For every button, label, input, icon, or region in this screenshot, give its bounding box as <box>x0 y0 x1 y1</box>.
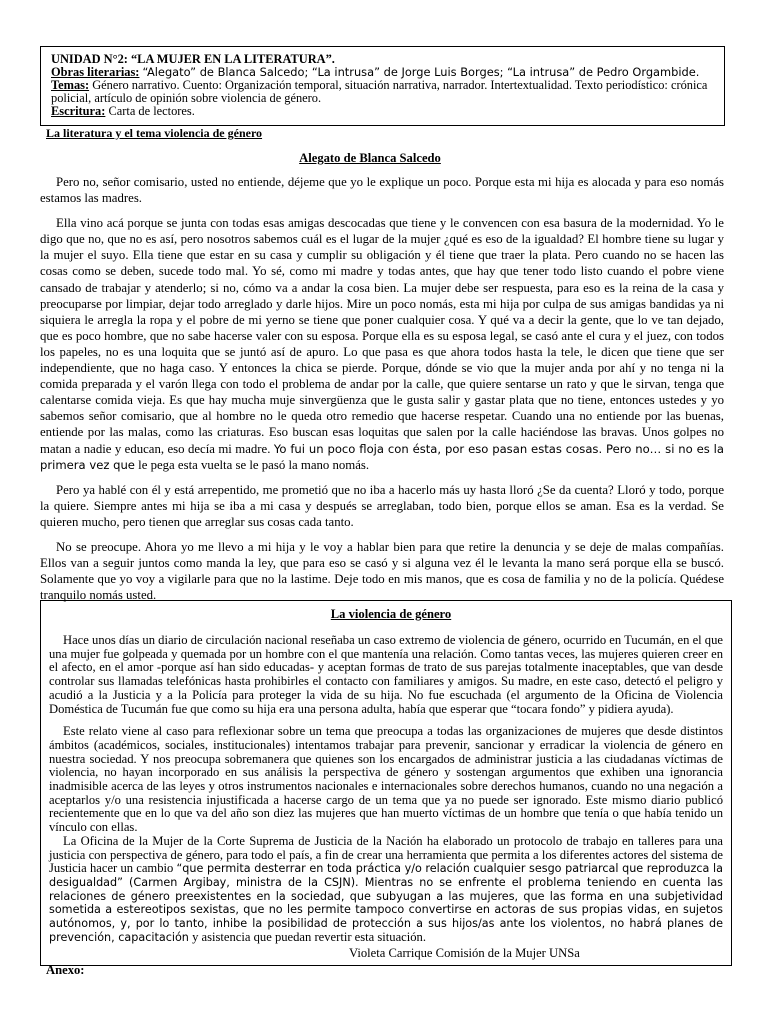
topics-text: Género narrativo. Cuento: Organización temporal, situación narrativa, narrador. Intertextualidad. Texto periodístico: crónica policial, artículo de opinión sobre violencia de género. <box>51 78 708 106</box>
article-signature: Violeta Carrique Comisión de la Mujer UNSa <box>349 946 580 961</box>
story-paragraph-4: No se preocupe. Ahora yo me llevo a mi hija y le voy a hablar bien para que retire la denuncia y se deje de malas compañías. Ellos van a seguir juntos como manda la ley, que para eso se casó y si alguna vez él le levanta la mano será porque ella se buscó. Solamente que yo voy a vigilarle para que no la lastime. Deje todo en mis manos, que es cosa de familia y no de la policía. Quédese tranquilo nomás usted. <box>40 539 724 603</box>
unit-title: UNIDAD N°2: “LA MUJER EN LA LITERATURA”. <box>51 52 335 66</box>
topics-label: Temas: <box>51 78 90 93</box>
section-title: La literatura y el tema violencia de género <box>46 126 263 140</box>
article-paragraph-1-main: Hace unos días un diario de circulación nacional reseñaba un caso extremo de violencia de género, ocurrido en Tucumán, en el que una mujer fue golpeada y quemada por un hombre con el que mantenía una relación. Como tantas veces, las mujeres quieren creer en el afecto, en el amor -porque así han sido educadas- y aceptan formas de trato de sus parejas totalmente inaceptables, que van desde controlar sus llamadas telefónicas hasta prohibirles el contacto con familiares y amigos. Su madre, en este caso, detectó el peligro y acudió a la Justicia y a la Policía para proteger la vida de su hija. No fue escuchada (el argumento de la Oficina de Violencia Doméstica de Tucumán fue que como su hija era una persona <box>49 633 723 716</box>
writing-text: Carta de lectores. <box>108 104 195 119</box>
works-label: Obras literarias: <box>51 65 140 80</box>
article-paragraph-3-sans: “que permita desterrar en toda práctica y/o relación cualquier sesgo patriarcal que reproduzca la desigualdad” (Carmen Argibay, ministra de la CSJN). Mientras no se enfrente el problema teniendo en cuenta las relaciones de género preexistentes en la sociedad, que subyugan a las mujeres, que las forma en una subjetividad sometida a estereotipos sexistas, que no les permite tampoco convertirse en actoras de sus propias vidas, en sujetos autónomos, y, por lo tanto, inhibe la posibilidad de protección a sus hijos/as ante los violentos, no habrá planes de prevención, capacitación <box>49 862 723 944</box>
article-paragraph-3-main: La Oficina de la Mujer de la Corte Suprema de Justicia de la Nación ha elaborado un protocolo de trabajo en talleres para una justicia con perspectiva de género, para todo el país, a fin de crear una herramienta que permita a los diferentes actores del sistema de Justicia hacer un cambio <box>49 833 723 876</box>
article-paragraph-1-last: adulta, había que esperar que “tocara fondo” y pidiera ayuda). <box>361 701 674 716</box>
story-paragraph-2 <box>40 215 724 473</box>
story-paragraph-2-main: Ella vino acá porque se junta con todas esas amigas descocadas que tiene y le convencen con esa basura de la modernidad. Yo le digo que no, que no es así, pero nosotros sabemos cuál es el lugar de la mujer ¿qué es eso de la igualdad? El hombre tiene su lugar y la mujer el suyo. Ella tiene que estar en su casa y cumplir su obligación y él tiene que traer la plata. Pero cuando no se hacen las cosas como se deben, sucede todo mal. Yo sé, como mi madre y todas antes, que hay que tener todo listo cuando el pobre viene cansado de trabajar y atenderlo; si no, cómo va a andar la cosa bien. La mujer debe ser respuesta, para eso es la reina de la casa y preocuparse por limpiar, dejar todo arreglado y darle hijos. Mire un poco nomás, esta mi hija por culpa de sus amigas bandidas ya ni siquiera le arregla la ropa y el pobre de mi yerno se tiene que poner cualquier cosa. Y qué va a decir la gente, que lo ve tan dejado, que es poco hombre, que no sabe hacerse valer con su esposa. Porque ella es su esposa legal, se casó ante el cura y el juez, con todos los papeles, no es una loquita que se juntó así de apuro. Lo que pasa es que ahora todos hasta la tele, le dicen que tiene que ser independiente, que no haga caso. Y entonces la chica se pierde. Porque, dónde se vio que la mujer anda por ahí y no tenga ni la comida preparada y el varón llega con todo el problema de andar por la calle, que quiere sentarse un rato y que le sirvan, tenga que calentarse comida vieja. Es que hay mucha muje sinvergüenza que le gusta salir y gastar plata que no tiene, entonces ustedes y yo sabemos señor comisario, que al hombre no le queda otro remedio que hacerse respetar. Cuando una no entiende por las buenas, entiende por las malas, como las criaturas. Eso buscan esas loquitas que salen por la calle haciéndose las bravas. Unos golpes no matan a nadie y educan, eso decía mi madre. <box>40 216 724 456</box>
story-paragraph-1: Pero no, señor comisario, usted no entiende, déjeme que yo le explique un poco. Porque esta mi hija es alocada y para eso nomás estamos las madres. <box>40 175 724 206</box>
writing-line <box>51 105 714 118</box>
article-paragraph-3 <box>49 835 723 945</box>
article-paragraph-1 <box>49 634 723 716</box>
annex-label: Anexo: <box>46 963 85 977</box>
story-paragraph-3: Pero ya hablé con él y está arrepentido, me prometió que no iba a hacerlo más uy hasta lloró ¿Se da cuenta? Lloró y todo, porque la quiere. Siempre antes mi hija se iba a mi casa y después se arreglaban, todo bien, porque ellos se aman. Esa es la verdad. Se quieren mucho, pero tienen que arreglar sus cosas cada tanto. <box>40 482 724 529</box>
article-title: La violencia de género <box>330 607 452 621</box>
article-paragraph-3-end: y asistencia que puedan revertir esta situación. <box>192 929 427 944</box>
article-paragraph-2: Este relato viene al caso para reflexionar sobre un tema que preocupa a todas las organizaciones de mujeres que desde distintos ámbitos (académicos, sociales, institucionales) intentamos trabajar para prevenir, sancionar y erradicar la violencia de género en nuestra sociedad. Y nos preocupa sobremanera que quienes son los encargados de administrar justicia a las ciudadanas víctimas de violencia, no hayan incorporado en sus análisis la perspectiva de género y sostengan argumentos que exhiben una ignorancia inadmisible acerca de las leyes y otros instrumentos nacionales e internacionales sobre derechos humanos, cuando no una negación a aceptarlos y/o una resistencia injustificada a hacerse cargo de un tema que ya no puede ser ignorado. Este mismo diario publicó recientemente que en lo que va del año son diez las mujeres que han muerto víctimas de un hombre que tenía o que había tenido un vínculo con ellas. <box>49 724 723 835</box>
story-paragraph-2-sans: Yo fui un poco floja con ésta, por eso pasan estas cosas. Pero no… si no es la primera vez que <box>40 441 725 472</box>
story-title: Alegato de Blanca Salcedo <box>299 151 441 165</box>
article-box <box>40 600 732 966</box>
story-paragraph-2-end: le pega esta vuelta se le pasó la mano nomás. <box>138 457 370 472</box>
topics-line <box>51 79 714 105</box>
writing-label: Escritura: <box>51 104 106 119</box>
works-text: “Alegato” de Blanca Salcedo; “La intrusa” de Jorge Luis Borges; “La intrusa” de Pedro Orgambide. <box>142 65 700 80</box>
unit-header-box <box>40 46 725 126</box>
article-body <box>49 634 723 944</box>
story-body <box>40 174 724 612</box>
